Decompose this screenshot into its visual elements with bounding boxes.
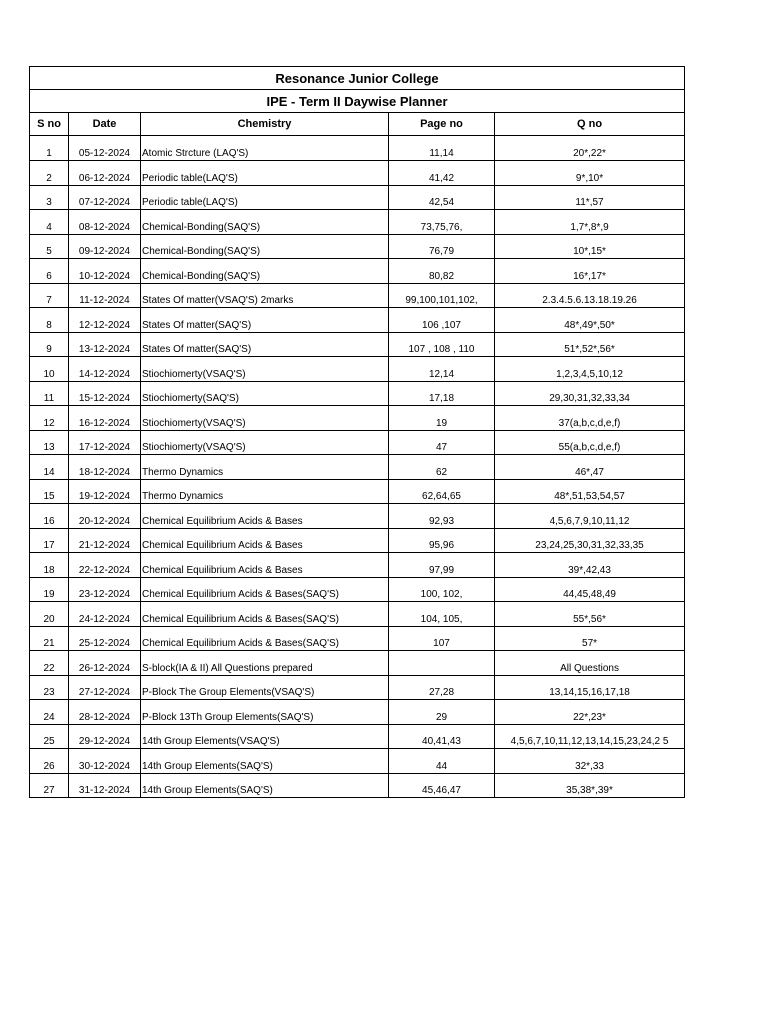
cell-page-no: 92,93 (389, 504, 495, 529)
table-row (30, 161, 685, 186)
cell-sno: 5 (30, 234, 69, 259)
cell-q-no: 9*,10* (495, 161, 685, 186)
cell-date: 25-12-2024 (69, 626, 141, 651)
cell-q-no: 55*,56* (495, 602, 685, 627)
planner-table (29, 66, 685, 798)
cell-sno: 12 (30, 406, 69, 431)
cell-topic: Stiochiomerty(VSAQ'S) (141, 357, 389, 382)
table-row (30, 626, 685, 651)
cell-q-no: 10*,15* (495, 234, 685, 259)
cell-page-no: 44 (389, 749, 495, 774)
cell-date: 19-12-2024 (69, 479, 141, 504)
planner-title-row (30, 90, 685, 113)
cell-topic: Chemical Equilibrium Acids & Bases (141, 553, 389, 578)
cell-q-no: 4,5,6,7,10,11,12,13,14,15,23,24,2 5 (495, 724, 685, 749)
cell-sno: 25 (30, 724, 69, 749)
cell-date: 15-12-2024 (69, 381, 141, 406)
cell-date: 14-12-2024 (69, 357, 141, 382)
cell-topic: States Of matter(SAQ'S) (141, 308, 389, 333)
cell-date: 31-12-2024 (69, 773, 141, 798)
cell-page-no: 27,28 (389, 675, 495, 700)
cell-page-no: 76,79 (389, 234, 495, 259)
cell-date: 10-12-2024 (69, 259, 141, 284)
cell-page-no: 12,14 (389, 357, 495, 382)
table-row (30, 479, 685, 504)
cell-topic: Chemical-Bonding(SAQ'S) (141, 234, 389, 259)
cell-date: 05-12-2024 (69, 136, 141, 161)
column-header-chemistry: Chemistry (141, 113, 389, 136)
cell-page-no: 73,75,76, (389, 210, 495, 235)
cell-sno: 6 (30, 259, 69, 284)
cell-date: 18-12-2024 (69, 455, 141, 480)
cell-topic: Stiochiomerty(VSAQ'S) (141, 430, 389, 455)
cell-sno: 18 (30, 553, 69, 578)
cell-q-no: 1,7*,8*,9 (495, 210, 685, 235)
table-row (30, 381, 685, 406)
cell-date: 30-12-2024 (69, 749, 141, 774)
cell-q-no: 22*,23* (495, 700, 685, 725)
cell-page-no: 107 (389, 626, 495, 651)
cell-topic: S-block(IA & II) All Questions prepared (141, 651, 389, 676)
cell-sno: 4 (30, 210, 69, 235)
cell-sno: 13 (30, 430, 69, 455)
cell-page-no: 19 (389, 406, 495, 431)
cell-topic: Stiochiomerty(VSAQ'S) (141, 406, 389, 431)
cell-page-no (389, 651, 495, 676)
cell-page-no: 107 , 108 , 110 (389, 332, 495, 357)
cell-sno: 24 (30, 700, 69, 725)
table-row (30, 553, 685, 578)
table-row (30, 259, 685, 284)
cell-sno: 14 (30, 455, 69, 480)
table-row (30, 332, 685, 357)
cell-page-no: 47 (389, 430, 495, 455)
cell-sno: 1 (30, 136, 69, 161)
table-row (30, 651, 685, 676)
cell-topic: Thermo Dynamics (141, 455, 389, 480)
cell-topic: Chemical Equilibrium Acids & Bases (141, 528, 389, 553)
table-row (30, 455, 685, 480)
planner-sheet (29, 66, 684, 798)
planner-title: IPE - Term II Daywise Planner (30, 90, 685, 113)
cell-date: 22-12-2024 (69, 553, 141, 578)
cell-date: 21-12-2024 (69, 528, 141, 553)
cell-sno: 17 (30, 528, 69, 553)
cell-q-no: 51*,52*,56* (495, 332, 685, 357)
cell-page-no: 106 ,107 (389, 308, 495, 333)
cell-sno: 26 (30, 749, 69, 774)
column-header-q-no: Q no (495, 113, 685, 136)
cell-date: 11-12-2024 (69, 283, 141, 308)
cell-topic: Stiochiomerty(SAQ'S) (141, 381, 389, 406)
college-title: Resonance Junior College (30, 67, 685, 90)
cell-topic: Chemical-Bonding(SAQ'S) (141, 259, 389, 284)
table-row (30, 528, 685, 553)
table-row (30, 430, 685, 455)
cell-date: 29-12-2024 (69, 724, 141, 749)
table-row (30, 577, 685, 602)
cell-date: 13-12-2024 (69, 332, 141, 357)
cell-q-no: 1,2,3,4,5,10,12 (495, 357, 685, 382)
cell-page-no: 80,82 (389, 259, 495, 284)
table-row (30, 185, 685, 210)
cell-topic: Chemical-Bonding(SAQ'S) (141, 210, 389, 235)
cell-topic: Chemical Equilibrium Acids & Bases(SAQ'S) (141, 602, 389, 627)
cell-q-no: 23,24,25,30,31,32,33,35 (495, 528, 685, 553)
column-header-row (30, 113, 685, 136)
cell-q-no: 20*,22* (495, 136, 685, 161)
cell-sno: 15 (30, 479, 69, 504)
cell-page-no: 42,54 (389, 185, 495, 210)
cell-sno: 21 (30, 626, 69, 651)
cell-page-no: 62,64,65 (389, 479, 495, 504)
cell-q-no: 11*,57 (495, 185, 685, 210)
cell-sno: 11 (30, 381, 69, 406)
cell-q-no: 35,38*,39* (495, 773, 685, 798)
cell-q-no: 4,5,6,7,9,10,11,12 (495, 504, 685, 529)
cell-q-no: 32*,33 (495, 749, 685, 774)
cell-sno: 23 (30, 675, 69, 700)
table-row (30, 773, 685, 798)
cell-q-no: 46*,47 (495, 455, 685, 480)
cell-date: 17-12-2024 (69, 430, 141, 455)
cell-page-no: 45,46,47 (389, 773, 495, 798)
cell-page-no: 62 (389, 455, 495, 480)
table-row (30, 602, 685, 627)
cell-date: 28-12-2024 (69, 700, 141, 725)
cell-topic: Chemical Equilibrium Acids & Bases(SAQ'S) (141, 577, 389, 602)
table-row (30, 283, 685, 308)
cell-q-no: 55(a,b,c,d,e,f) (495, 430, 685, 455)
column-header-sno: S no (30, 113, 69, 136)
cell-date: 09-12-2024 (69, 234, 141, 259)
cell-q-no: 48*,51,53,54,57 (495, 479, 685, 504)
cell-date: 24-12-2024 (69, 602, 141, 627)
cell-topic: P-Block The Group Elements(VSAQ'S) (141, 675, 389, 700)
cell-sno: 27 (30, 773, 69, 798)
cell-topic: Atomic Strcture (LAQ'S) (141, 136, 389, 161)
cell-sno: 19 (30, 577, 69, 602)
table-row (30, 700, 685, 725)
cell-page-no: 99,100,101,102, (389, 283, 495, 308)
table-row (30, 234, 685, 259)
cell-topic: P-Block 13Th Group Elements(SAQ'S) (141, 700, 389, 725)
cell-topic: 14th Group Elements(SAQ'S) (141, 749, 389, 774)
cell-page-no: 40,41,43 (389, 724, 495, 749)
cell-q-no: 37(a,b,c,d,e,f) (495, 406, 685, 431)
table-row (30, 308, 685, 333)
cell-date: 08-12-2024 (69, 210, 141, 235)
cell-q-no: 13,14,15,16,17,18 (495, 675, 685, 700)
column-header-date: Date (69, 113, 141, 136)
table-row (30, 675, 685, 700)
cell-page-no: 97,99 (389, 553, 495, 578)
table-row (30, 136, 685, 161)
cell-sno: 3 (30, 185, 69, 210)
table-row (30, 406, 685, 431)
table-row (30, 724, 685, 749)
cell-date: 20-12-2024 (69, 504, 141, 529)
cell-q-no: 29,30,31,32,33,34 (495, 381, 685, 406)
cell-sno: 22 (30, 651, 69, 676)
cell-topic: Periodic table(LAQ'S) (141, 185, 389, 210)
cell-date: 26-12-2024 (69, 651, 141, 676)
cell-sno: 2 (30, 161, 69, 186)
cell-q-no: 48*,49*,50* (495, 308, 685, 333)
cell-q-no: All Questions (495, 651, 685, 676)
cell-topic: Chemical Equilibrium Acids & Bases (141, 504, 389, 529)
cell-sno: 10 (30, 357, 69, 382)
cell-sno: 8 (30, 308, 69, 333)
cell-q-no: 16*,17* (495, 259, 685, 284)
cell-q-no: 39*,42,43 (495, 553, 685, 578)
cell-topic: 14th Group Elements(VSAQ'S) (141, 724, 389, 749)
planner-rows (30, 136, 685, 798)
cell-page-no: 11,14 (389, 136, 495, 161)
table-row (30, 210, 685, 235)
cell-q-no: 44,45,48,49 (495, 577, 685, 602)
cell-topic: Periodic table(LAQ'S) (141, 161, 389, 186)
cell-date: 16-12-2024 (69, 406, 141, 431)
college-title-row (30, 67, 685, 90)
cell-sno: 9 (30, 332, 69, 357)
cell-topic: Thermo Dynamics (141, 479, 389, 504)
cell-page-no: 104, 105, (389, 602, 495, 627)
cell-page-no: 17,18 (389, 381, 495, 406)
cell-q-no: 2.3.4.5.6.13.18.19.26 (495, 283, 685, 308)
cell-topic: States Of matter(SAQ'S) (141, 332, 389, 357)
cell-page-no: 41,42 (389, 161, 495, 186)
table-row (30, 749, 685, 774)
table-row (30, 504, 685, 529)
cell-page-no: 95,96 (389, 528, 495, 553)
cell-sno: 16 (30, 504, 69, 529)
cell-page-no: 100, 102, (389, 577, 495, 602)
cell-topic: 14th Group Elements(SAQ'S) (141, 773, 389, 798)
column-header-page-no: Page no (389, 113, 495, 136)
cell-date: 07-12-2024 (69, 185, 141, 210)
cell-date: 23-12-2024 (69, 577, 141, 602)
cell-date: 12-12-2024 (69, 308, 141, 333)
cell-topic: Chemical Equilibrium Acids & Bases(SAQ'S) (141, 626, 389, 651)
cell-q-no: 57* (495, 626, 685, 651)
table-row (30, 357, 685, 382)
cell-date: 27-12-2024 (69, 675, 141, 700)
cell-sno: 20 (30, 602, 69, 627)
cell-sno: 7 (30, 283, 69, 308)
cell-page-no: 29 (389, 700, 495, 725)
cell-topic: States Of matter(VSAQ'S) 2marks (141, 283, 389, 308)
cell-date: 06-12-2024 (69, 161, 141, 186)
